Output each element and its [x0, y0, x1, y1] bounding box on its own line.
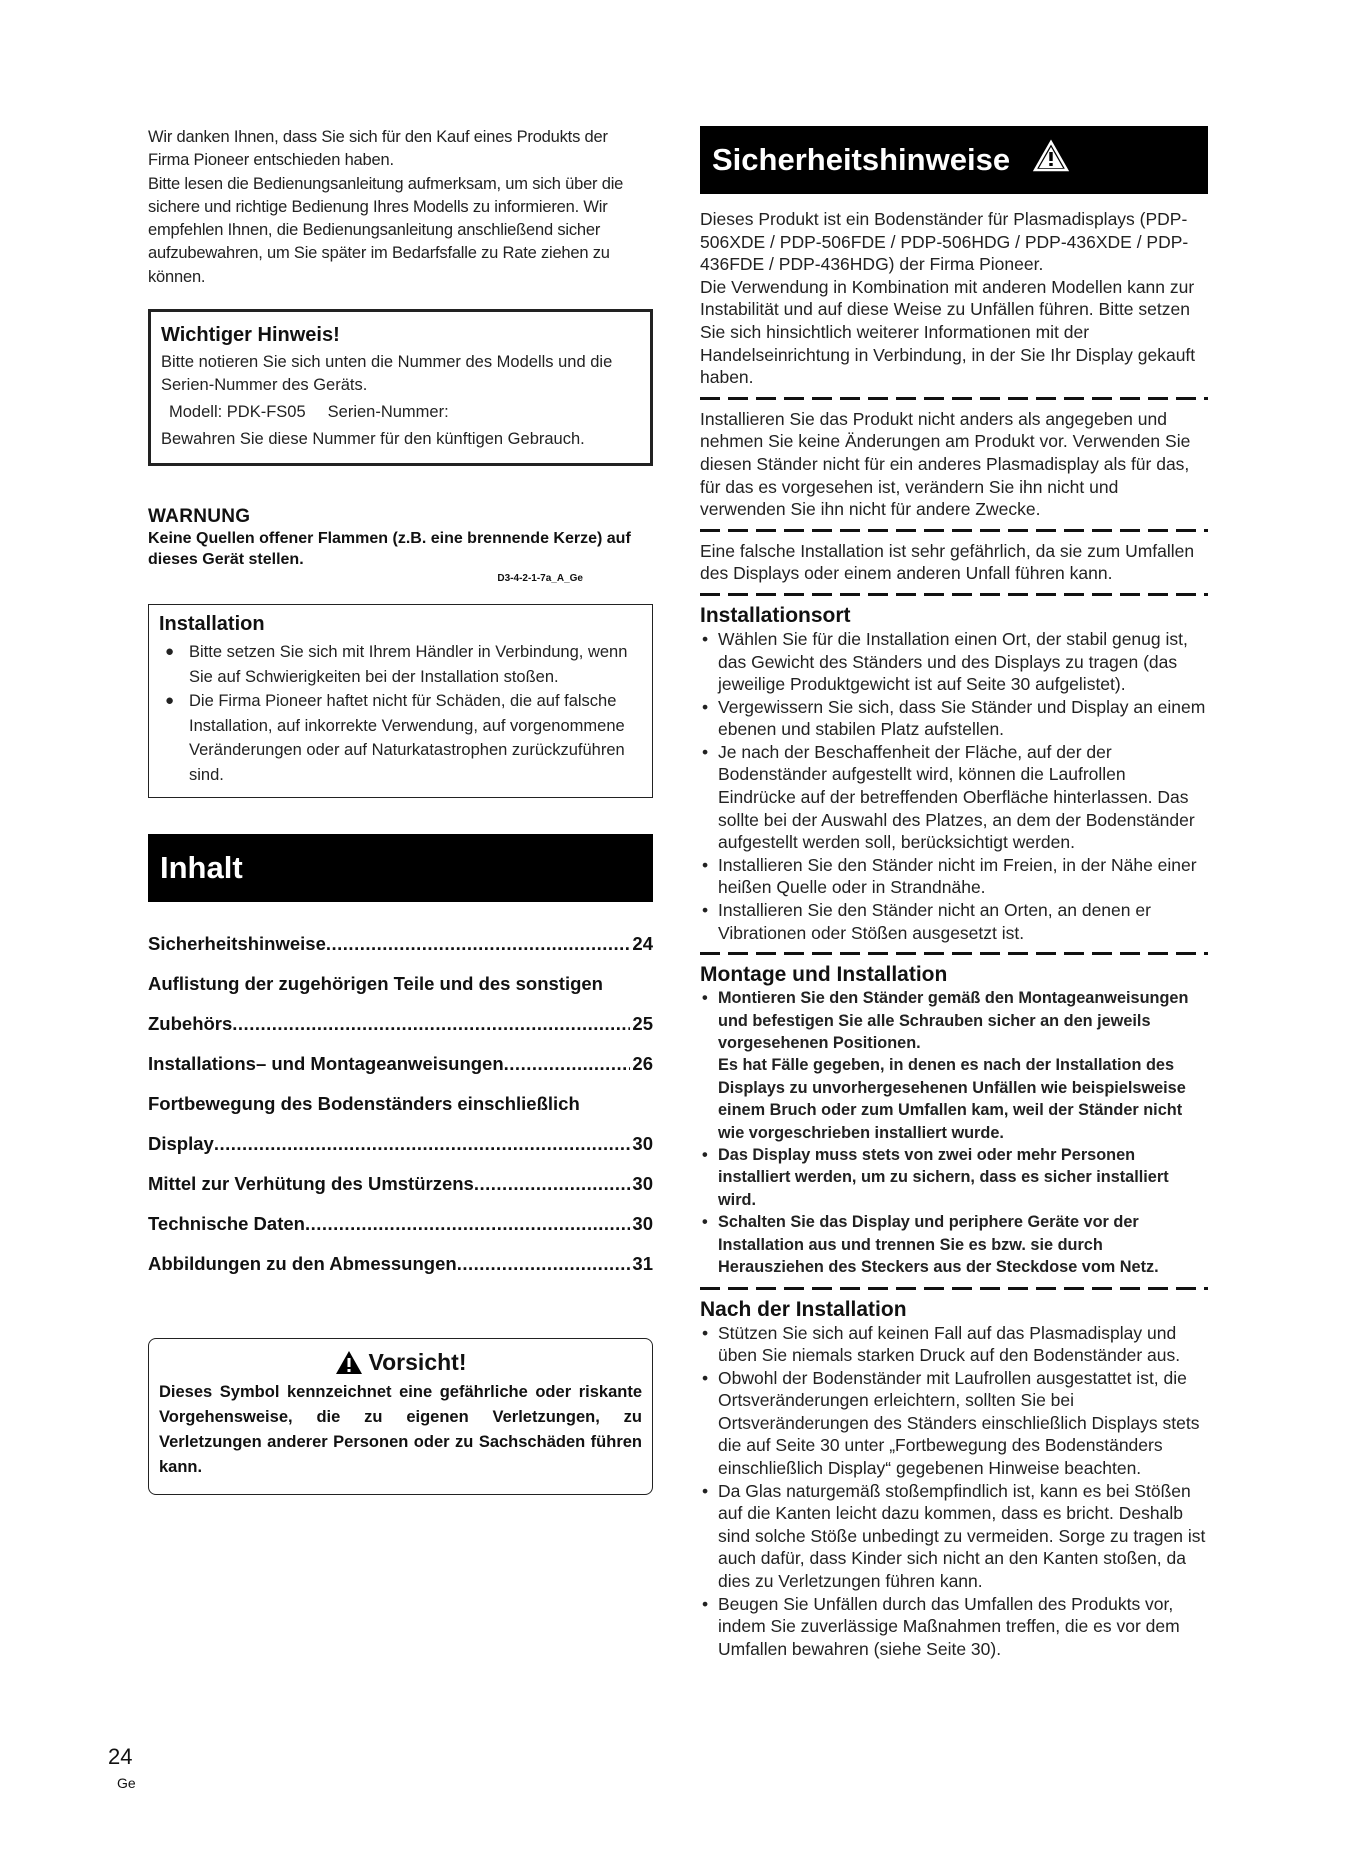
list-item: • Installieren Sie den Ständer nicht im Freien, in der Nähe einer heißen Quelle oder in Strandnähe.	[700, 854, 1208, 899]
installation-location-list	[700, 628, 1208, 944]
important-notice-title: Wichtiger Hinweis!	[161, 324, 340, 347]
safety-paragraph: Dieses Produkt ist ein Bodenständer für Plasmadisplays (PDP-506XDE / PDP-506FDE / PDP-506HDG / PDP-436XDE / PDP-436FDE / PDP-436HDG) der Firma Pioneer.	[700, 209, 1189, 275]
toc-entry[interactable]	[148, 1204, 653, 1244]
list-item: • Vergewissern Sie sich, dass Sie Ständer und Display an einem ebenen und stabilen Platz aufstellen.	[700, 696, 1208, 741]
toc-entry[interactable]	[148, 1244, 653, 1284]
list-item: • Beugen Sie Unfällen durch das Umfallen des Produkts vor, indem Sie zuverlässige Maßnahmen treffen, die es vor dem Umfallen bewahren (siehe Seite 30).	[700, 1593, 1208, 1661]
intro-paragraph: Bitte lesen die Bedienungsanleitung aufmerksam, um sich über die sichere und richtige Bedienung Ihres Modells zu informieren. Wir empfehlen Ihnen, die Bedienungsanleitung anschließend sicher aufzubewahren, um Sie später im Bedarfsfalle zu Rate ziehen zu können.	[148, 174, 624, 286]
toc-entry-page: 30	[632, 1173, 653, 1195]
toc-entry[interactable]	[148, 1124, 653, 1164]
toc-entry-page: 25	[632, 1013, 653, 1035]
toc-entry-page: 26	[632, 1053, 653, 1075]
caution-text: Dieses Symbol kennzeichnet eine gefährliche oder riskante Vorgehensweise, die zu eigenen Verletzungen, zu Verletzungen anderer Personen oder zu Sachschäden führen kann.	[159, 1383, 642, 1477]
toc-entry-page: 31	[632, 1253, 653, 1275]
list-item	[700, 987, 1208, 1144]
table-of-contents	[148, 924, 653, 1284]
warning-triangle-icon	[1032, 139, 1070, 181]
safety-paragraph: Die Verwendung in Kombination mit anderen Modellen kann zur Instabilität und auf diese Weise zu Unfällen führen. Bitte setzen Sie sich hinsichtlich weiterer Informationen mit der Handelseinrichtung in Verbindung, in der Sie Ihr Display gekauft haben.	[700, 276, 1196, 388]
toc-entry-title: Sicherheitshinweise	[148, 933, 326, 955]
toc-entry-title: Technische Daten	[148, 1213, 305, 1235]
toc-entry[interactable]	[148, 924, 653, 964]
caution-header	[159, 1349, 642, 1376]
caution-box	[148, 1338, 653, 1495]
list-item: • Da Glas naturgemäß stoßempfindlich ist, kann es bei Stößen auf die Kanten leicht dazu kommen, dass es bricht. Deshalb sind solche Stöße unbedingt zu vermeiden. Sorge zu tragen ist auch dafür, dass Kinder sich nicht an den Kanten stoßen, da dies zu Verletzungen führen kann.	[700, 1480, 1208, 1593]
installation-box	[148, 604, 653, 798]
warning-title: WARNUNG	[148, 506, 251, 528]
warning-text: Keine Quellen offener Flammen (z.B. eine brennende Kerze) auf dieses Gerät stellen.	[148, 530, 631, 569]
list-item: • Installieren Sie den Ständer nicht an Orten, an denen er Vibrationen oder Stößen ausgesetzt ist.	[700, 899, 1208, 944]
toc-entry-page: 24	[632, 933, 653, 955]
intro-paragraph: Wir danken Ihnen, dass Sie sich für den Kauf eines Produkts der Firma Pioneer entschieden haben.	[148, 128, 608, 170]
important-notice-box	[148, 309, 653, 466]
toc-entry[interactable]	[148, 1044, 653, 1084]
toc-entry-title: Installations– und Montageanweisungen	[148, 1053, 504, 1075]
after-installation-list	[700, 1322, 1208, 1661]
toc-leader	[504, 1044, 631, 1084]
warning-code: D3-4-2-1-7a_A_Ge	[497, 573, 583, 585]
toc-entry-title: Mittel zur Verhütung des Umstürzens	[148, 1173, 474, 1195]
list-item-text: Es hat Fälle gegeben, in denen es nach der Installation des Displays zu unvorhergesehenen Unfällen wie beispielsweise einem Bruch oder zum Umfallen kam, weil der Ständer nicht wie vorgeschrieben installiert wurde.	[718, 1056, 1186, 1142]
dashed-divider	[700, 397, 1208, 400]
list-item: ● Die Firma Pioneer haftet nicht für Schäden, die auf falsche Installation, auf inkorrekte Verwendung, auf vorgenommene Veränderungen oder auf Naturkatastrophen zurückzuführen sind.	[159, 689, 642, 787]
serial-label: Serien-Nummer:	[327, 403, 449, 422]
toc-entry-page: 30	[632, 1213, 653, 1235]
toc-leader	[457, 1244, 631, 1284]
safety-paragraph: Eine falsche Installation ist sehr gefährlich, da sie zum Umfallen des Displays oder einem anderen Unfall führen kann.	[700, 540, 1195, 584]
page-number: 24	[108, 1744, 133, 1769]
mounting-heading: Montage und Installation	[700, 963, 948, 987]
list-item: • Schalten Sie das Display und periphere Geräte vor der Installation aus und trennen Sie es bzw. sie durch Herausziehen des Steckers aus der Steckdose vom Netz.	[700, 1211, 1208, 1278]
right-column	[700, 126, 1208, 1660]
installation-box-title: Installation	[159, 613, 265, 636]
toc-entry[interactable]	[148, 1164, 653, 1204]
dashed-divider	[700, 1287, 1208, 1290]
toc-entry-title-line[interactable]: Fortbewegung des Bodenständers einschließlich	[148, 1093, 580, 1115]
list-item: • Das Display muss stets von zwei oder mehr Personen installiert werden, um zu sichern, dass es sicher installiert wird.	[700, 1144, 1208, 1211]
installation-location-heading: Installationsort	[700, 603, 851, 627]
dashed-divider	[700, 593, 1208, 596]
toc-entry[interactable]	[148, 1004, 653, 1044]
toc-leader	[305, 1204, 630, 1244]
safety-intro	[700, 208, 1208, 389]
safety-header	[700, 126, 1208, 194]
toc-entry-title-line[interactable]: Auflistung der zugehörigen Teile und des sonstigen	[148, 973, 603, 995]
toc-leader	[214, 1124, 631, 1164]
toc-entry-title: Display	[148, 1133, 214, 1155]
after-installation-heading: Nach der Installation	[700, 1297, 907, 1321]
toc-entry-page: 30	[632, 1133, 653, 1155]
left-column	[148, 126, 653, 1495]
caution-title: Vorsicht!	[368, 1349, 467, 1376]
dashed-divider	[700, 952, 1208, 955]
warning-triangle-icon	[335, 1350, 363, 1375]
important-notice-text: Bitte notieren Sie sich unten die Nummer des Modells und die Serien-Nummer des Geräts.	[161, 353, 613, 395]
list-item: • Wählen Sie für die Installation einen Ort, der stabil genug ist, das Gewicht des Ständers und des Displays zu tragen (das jeweilige Produktgewicht ist auf Seite 30 aufgelistet).	[700, 628, 1208, 696]
list-item: ● Bitte setzen Sie sich mit Ihrem Händler in Verbindung, wenn Sie auf Schwierigkeiten bei der Installation stoßen.	[159, 640, 642, 689]
safety-paragraph: Installieren Sie das Produkt nicht anders als angegeben und nehmen Sie keine Änderungen am Produkt vor. Verwenden Sie diesen Ständer nicht für ein anderes Plasmadisplay als für das, für das es vorgesehen ist, verändern Sie ihn nicht und verwenden Sie ihn nicht für andere Zwecke.	[700, 408, 1191, 520]
model-label: Modell: PDK-FS05	[169, 403, 306, 422]
list-item: • Stützen Sie sich auf keinen Fall auf das Plasmadisplay und üben Sie niemals starken Druck auf den Bodenständer aus.	[700, 1322, 1208, 1367]
list-item: • Obwohl der Bodenständer mit Laufrollen ausgestattet ist, die Ortsveränderungen erleichtern, sollten Sie bei Ortsveränderungen des Ständers einschließlich Displays stets die auf Seite 30 unter „Fortbewegung des Bodenständers einschließlich Display“ gegebenen Hinweise beachten.	[700, 1367, 1208, 1480]
contents-header: Inhalt	[148, 834, 653, 902]
warning-block	[148, 506, 653, 584]
mounting-list	[700, 987, 1208, 1278]
list-item: • Je nach der Beschaffenheit der Fläche, auf der der Bodenständer aufgestellt wird, können die Laufrollen Eindrücke auf der betreffenden Oberfläche hinterlassen. Das sollte bei der Auswahl des Platzes, an dem der Bodenständer aufgestellt werden soll, berücksichtigt werden.	[700, 741, 1208, 854]
intro-text	[148, 126, 653, 289]
keep-number-text: Bewahren Sie diese Nummer für den künftigen Gebrauch.	[161, 430, 585, 449]
model-serial-line	[169, 403, 638, 422]
toc-leader	[326, 924, 631, 964]
dashed-divider	[700, 529, 1208, 532]
list-item-text: • Montieren Sie den Ständer gemäß den Montageanweisungen und befestigen Sie alle Schrauben sicher an den jeweils vorgesehenen Positionen.	[718, 989, 1189, 1053]
toc-entry-title: Zubehörs	[148, 1013, 233, 1035]
installation-list	[159, 640, 642, 787]
toc-leader	[474, 1164, 631, 1204]
safety-title: Sicherheitshinweise	[712, 142, 1011, 177]
toc-entry-title: Abbildungen zu den Abmessungen	[148, 1253, 457, 1275]
toc-leader	[232, 1004, 630, 1044]
page-language: Ge	[117, 1775, 136, 1791]
